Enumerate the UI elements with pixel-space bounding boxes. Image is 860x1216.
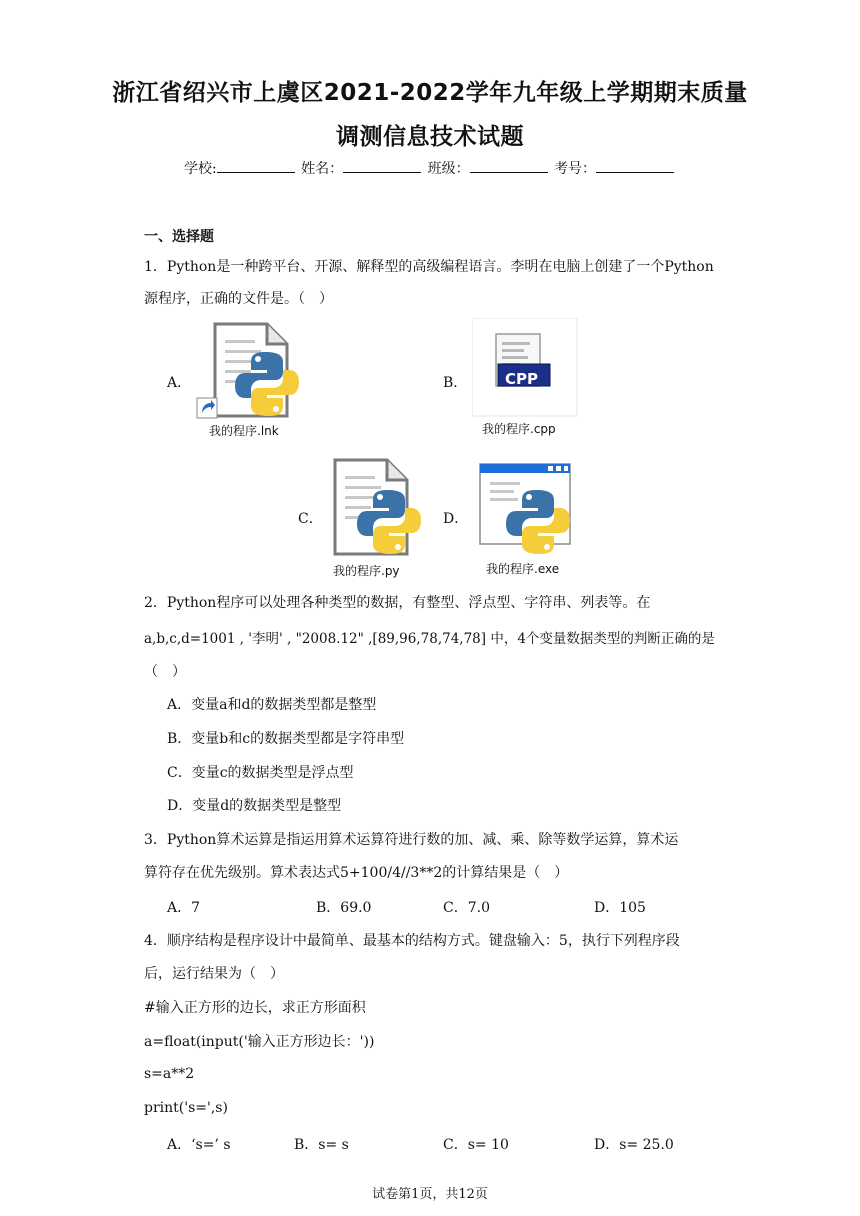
python-script-icon: [325, 456, 435, 558]
class-label: 班级：: [427, 161, 470, 177]
q4-code-line-3: s=a**2: [144, 1066, 195, 1082]
q3-option-d[interactable]: D．105: [594, 900, 646, 916]
section-heading: 一、选择题: [144, 229, 214, 245]
q4-line-1: 4．顺序结构是程序设计中最简单、最基本的结构方式。键盘输入：5，执行下列程序段: [144, 933, 680, 949]
school-blank[interactable]: [217, 159, 295, 173]
q4-line-2: 后，运行结果为（ ）: [144, 966, 284, 982]
name-blank[interactable]: [343, 159, 421, 173]
q2-option-c[interactable]: C．变量c的数据类型是浮点型: [167, 765, 354, 781]
q4-option-a[interactable]: A．‘s=’ s: [167, 1137, 231, 1153]
python-document-icon: [195, 320, 310, 420]
q1-option-b-caption: 我的程序.cpp: [482, 422, 556, 436]
file-icon-lnk[interactable]: [195, 320, 310, 440]
exam-no-blank[interactable]: [596, 159, 674, 173]
q2-line-3: （ ）: [144, 664, 186, 680]
q2-line-1: 2．Python程序可以处理各种类型的数据，有整型、浮点型、字符串、列表等。在: [144, 595, 651, 611]
file-icon-cpp[interactable]: [472, 318, 582, 438]
q1-option-d-caption: 我的程序.exe: [486, 562, 560, 576]
q1-line-2: 源程序，正确的文件是。（ ）: [144, 291, 333, 307]
q4-option-d[interactable]: D．s= 25.0: [594, 1137, 674, 1153]
q4-code-line-1: #输入正方形的边长，求正方形面积: [144, 1000, 366, 1016]
q3-line-1: 3．Python算术运算是指运用算术运算符进行数的加、减、乘、除等数学运算，算术运: [144, 832, 679, 848]
school-label: 学校:: [183, 161, 217, 177]
exam-no-label: 考号：: [554, 161, 597, 177]
q4-code-line-2: a=float(input('输入正方形边长：')): [144, 1034, 375, 1050]
python-exe-icon: [474, 460, 584, 560]
title-line-1: 浙江省绍兴市上虞区2021-2022学年九年级上学期期末质量: [112, 80, 748, 106]
q3-line-2: 算符存在优先级别。算术表达式5+100/4//3**2的计算结果是（ ）: [144, 865, 569, 881]
q4-option-b[interactable]: B．s= s: [294, 1137, 349, 1153]
q2-option-a[interactable]: A．变量a和d的数据类型都是整型: [167, 697, 377, 713]
student-info: [0, 158, 860, 178]
q1-option-c-label: C．: [298, 511, 323, 527]
page-footer: 试卷第1页，共12页: [372, 1187, 488, 1202]
class-blank[interactable]: [470, 159, 548, 173]
q1-option-a-label: A．: [167, 375, 192, 391]
q1-line-1: 1．Python是一种跨平台、开源、解释型的高级编程语言。李明在电脑上创建了一个Python: [144, 259, 714, 275]
cpp-badge: CPP: [505, 370, 538, 388]
q2-option-b[interactable]: B．变量b和c的数据类型都是字符串型: [167, 731, 405, 747]
q1-option-c-caption: 我的程序.py: [333, 564, 400, 578]
title-line-2: 调测信息技术试题: [336, 124, 524, 150]
q4-code-line-4: print('s=',s): [144, 1100, 228, 1116]
q1-option-b-label: B．: [443, 375, 468, 391]
q3-option-c[interactable]: C．7.0: [443, 900, 490, 916]
q1-option-d-label: D．: [443, 511, 469, 527]
name-label: 姓名：: [301, 161, 344, 177]
file-icon-py[interactable]: [325, 456, 435, 580]
q2-line-2: a,b,c,d=1001 , '李明' , "2008.12" ,[89,96,78,74,78] 中，4个变量数据类型的判断正确的是: [144, 631, 715, 647]
file-icon-exe[interactable]: [474, 460, 584, 580]
q3-option-a[interactable]: A．7: [167, 900, 201, 916]
q1-option-a-caption: 我的程序.lnk: [209, 424, 279, 438]
cpp-file-icon: [472, 318, 582, 418]
q2-option-d[interactable]: D．变量d的数据类型是整型: [167, 798, 342, 814]
q4-option-c[interactable]: C．s= 10: [443, 1137, 509, 1153]
q3-option-b[interactable]: B．69.0: [316, 900, 372, 916]
